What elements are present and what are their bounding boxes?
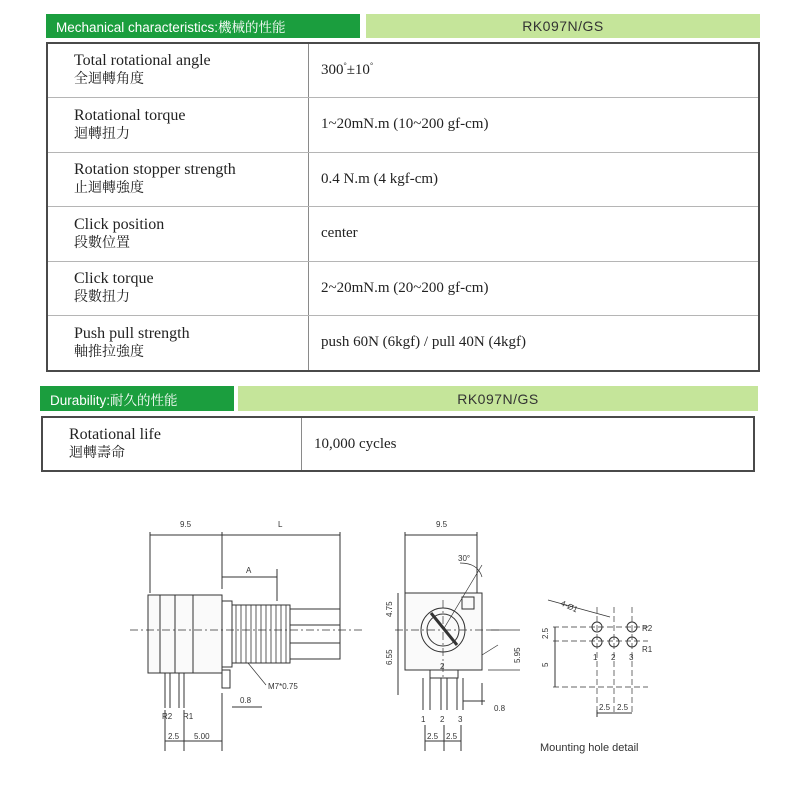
row-label: Rotational torque 迴轉扭力	[47, 97, 309, 152]
front-angle-label: 30°	[458, 554, 471, 563]
row-value: 300°±10°	[309, 43, 760, 97]
side-pin-thickness-label: 0.8	[240, 696, 252, 705]
hole-p2-label: 2	[611, 653, 616, 662]
technical-drawing	[0, 505, 800, 795]
row-label: Rotation stopper strength 止迴轉強度	[47, 152, 309, 206]
hole-v2-label: 5	[541, 662, 550, 667]
table-row	[47, 315, 759, 371]
hole-diameter-label: 4-Ø1	[559, 598, 580, 615]
side-pitch2-label: 5.00	[194, 732, 210, 741]
side-pitch1-label: 2.5	[168, 732, 180, 741]
hole-p1-label: 1	[593, 653, 598, 662]
front-width-label: 9.5	[436, 520, 448, 529]
row-value: center	[309, 206, 760, 261]
front-pin-center-label: 2	[440, 662, 445, 671]
front-height-right-label: 5.95	[513, 647, 522, 663]
hole-v1-label: 2.5	[541, 627, 550, 639]
front-pitch-a-label: 2.5	[427, 732, 439, 741]
front-pin1-label: 1	[421, 715, 426, 724]
table-row	[47, 43, 759, 97]
thread-label: M7*0.75	[268, 682, 298, 691]
table-row	[47, 261, 759, 315]
row-label: Total rotational angle 全迴轉角度	[47, 43, 309, 97]
hole-p3-label: 3	[629, 653, 634, 662]
front-pin3-label: 3	[458, 715, 463, 724]
mechanical-model: RK097N/GS	[366, 14, 760, 38]
side-a-label: A	[246, 566, 252, 575]
hole-r2-label: R2	[642, 624, 653, 633]
durability-table	[41, 416, 755, 472]
durability-header: Durability:耐久的性能	[40, 386, 234, 411]
mechanical-table	[46, 42, 760, 372]
row-value: 2~20mN.m (20~200 gf-cm)	[309, 261, 760, 315]
side-length-label: L	[278, 520, 283, 529]
row-label: Push pull strength 軸推拉強度	[47, 315, 309, 371]
side-r2-label: R2	[162, 712, 173, 721]
table-row	[47, 206, 759, 261]
mechanical-header: Mechanical characteristics:機械的性能	[46, 14, 360, 38]
hole-pitch-b-label: 2.5	[617, 703, 629, 712]
table-row	[47, 97, 759, 152]
front-pin-thickness-label: 0.8	[494, 704, 506, 713]
table-row	[42, 417, 754, 471]
table-row	[47, 152, 759, 206]
row-label: Rotational life 迴轉壽命	[42, 417, 302, 471]
row-value: 0.4 N.m (4 kgf-cm)	[309, 152, 760, 206]
front-pitch-b-label: 2.5	[446, 732, 458, 741]
front-height-bottom-label: 6.55	[385, 649, 394, 665]
side-width-label: 9.5	[180, 520, 192, 529]
side-r1-label: R1	[183, 712, 194, 721]
durability-model: RK097N/GS	[238, 386, 758, 411]
front-height-top-label: 4.75	[385, 601, 394, 617]
row-label: Click position 段數位置	[47, 206, 309, 261]
front-pin2-label: 2	[440, 715, 445, 724]
hole-pitch-a-label: 2.5	[599, 703, 611, 712]
row-label: Click torque 段數扭力	[47, 261, 309, 315]
mounting-hole-caption: Mounting hole detail	[540, 742, 639, 754]
hole-r1-label: R1	[642, 645, 653, 654]
row-value: push 60N (6kgf) / pull 40N (4kgf)	[321, 334, 526, 351]
row-value: 10,000 cycles	[314, 435, 397, 452]
row-value: 1~20mN.m (10~200 gf-cm)	[309, 97, 760, 152]
